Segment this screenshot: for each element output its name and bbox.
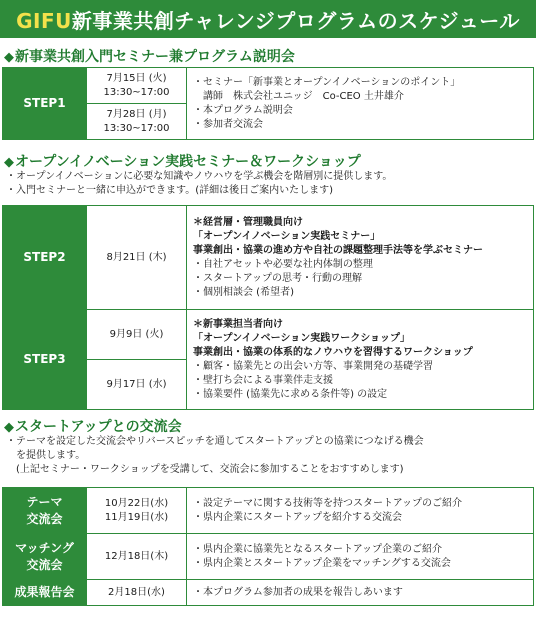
- row-date: 11月19日(水): [104, 511, 169, 523]
- row-desc-line: ・県内企業に協業先となるスタートアップ企業のご紹介: [193, 543, 442, 555]
- row-desc-line: ・本プログラム参加者の成果を報告しあいます: [193, 586, 403, 598]
- step1-date1-time: 13:30~17:00: [103, 86, 170, 98]
- section2-note-line: ・入門セミナーと一緒に申込ができます。(詳細は後日ご案内いたします): [6, 185, 334, 196]
- step3-theme: 事業創出・協業の体系的なノウハウを習得するワークショップ: [193, 346, 473, 358]
- section3-note-line: (上記セミナー・ワークショップを受講して、交流会に参加することをおすすめします): [6, 464, 404, 475]
- step1-label: STEP1: [3, 68, 87, 140]
- exchange-theme-label: [3, 488, 87, 534]
- step2-desc: [187, 206, 534, 310]
- diamond-icon: ◆: [4, 50, 14, 65]
- step1-desc: [187, 68, 534, 140]
- table-row: [3, 488, 534, 534]
- results-report-label: [3, 580, 87, 606]
- row-desc-line: ・県内企業とスタートアップ企業をマッチングする交流会: [193, 557, 451, 569]
- step1-desc-line: 講師 株式会社ユニッジ Co-CEO 土井雄介: [193, 90, 404, 102]
- step1-date2-day: 7月28日 (月): [106, 108, 167, 120]
- step3-item: ・壁打ち会による事業伴走支援: [193, 374, 333, 386]
- section3-note-line: ・テーマを設定した交流会やリバースピッチを通してスタートアップとの協業につなげる機会: [6, 436, 424, 447]
- step2-name: 「オープンイノベーション実践セミナー」: [193, 230, 381, 242]
- page-title: [16, 5, 520, 34]
- table-row: [3, 534, 534, 580]
- section2-heading-text: オープンイノベーション実践セミナー＆ワークショップ: [15, 154, 361, 170]
- results-report-desc: [187, 580, 534, 606]
- row-date: 10月22日(水): [104, 497, 169, 509]
- results-report-date: [87, 580, 187, 606]
- section3-heading: [4, 416, 182, 436]
- step1-date1: [87, 68, 187, 104]
- diamond-icon: ◆: [4, 155, 14, 170]
- section1-heading: [4, 46, 295, 66]
- step2-item: ・スタートアップの思考・行動の理解: [193, 272, 362, 284]
- step3-label: STEP3: [3, 310, 87, 410]
- step3-name: 「オープンイノベーション実践ワークショップ」: [193, 332, 410, 344]
- step1-date2-time: 13:30~17:00: [103, 122, 170, 134]
- row-label-line: テーマ: [26, 494, 63, 509]
- section3-heading-text: スタートアップとの交流会: [15, 419, 182, 435]
- step2-label: STEP2: [3, 206, 87, 310]
- row-desc-line: ・県内企業にスタートアップを紹介する交流会: [193, 511, 402, 523]
- row-label-line: 交流会: [26, 511, 63, 526]
- step3-desc: [187, 310, 534, 410]
- exchange-theme-desc: [187, 488, 534, 534]
- section2-table: [2, 205, 534, 410]
- section3-table: [2, 487, 534, 606]
- step3-date2: 9月17日 (水): [87, 360, 187, 410]
- row-desc-line: ・設定テーマに関する技術等を持つスタートアップのご紹介: [193, 497, 462, 509]
- step1-desc-line: ・セミナー「新事業とオープンイノベーションのポイント」: [193, 76, 461, 88]
- exchange-theme-dates: [87, 488, 187, 534]
- row-label-line: 交流会: [26, 557, 63, 572]
- step3-target: ＊新事業担当者向け: [193, 318, 283, 330]
- diamond-icon: ◆: [4, 420, 14, 435]
- step2-item: ・自社アセットや必要な社内体制の整理: [193, 258, 373, 270]
- step1-date2: [87, 104, 187, 140]
- row-date: 2月18日(水): [108, 586, 165, 598]
- matching-date: [87, 534, 187, 580]
- step3-item: ・協業要件 (協業先に求める条件等) の設定: [193, 388, 388, 400]
- section2-heading: [4, 151, 361, 171]
- step2-item: ・個別相談会 (希望者): [193, 286, 294, 298]
- title-main: 新事業共創チャレンジプログラムのスケジュール: [71, 8, 520, 33]
- step3-item: ・顧客・協業先との出会い方等、事業開発の基礎学習: [193, 360, 433, 372]
- step1-desc-line: ・参加者交流会: [193, 118, 263, 130]
- row-date: 12月18日(木): [104, 550, 169, 562]
- row-label-line: 成果報告会: [14, 585, 75, 599]
- step2-theme: 事業創出・協業の進め方や自社の課題整理手法等を学ぶセミナー: [193, 244, 483, 256]
- section3-notes: [6, 435, 424, 477]
- step1-date1-day: 7月15日 (火): [106, 72, 167, 84]
- section1-heading-text: 新事業共創入門セミナー兼プログラム説明会: [15, 49, 295, 65]
- matching-desc: [187, 534, 534, 580]
- step2-target: ＊経営層・管理職員向け: [193, 216, 303, 228]
- section1-table: [2, 67, 534, 140]
- step3-date1: 9月9日 (火): [87, 310, 187, 360]
- row-label-line: マッチング: [15, 540, 74, 555]
- title-prefix: GIFU: [16, 8, 72, 33]
- title-banner: [0, 0, 536, 38]
- step1-desc-line: ・本プログラム説明会: [193, 104, 293, 116]
- section3-note-line: を提供します。: [6, 450, 86, 461]
- section2-note-line: ・オープンイノベーションに必要な知識やノウハウを学ぶ機会を階層別に提供します。: [6, 171, 393, 182]
- matching-label: [3, 534, 87, 580]
- section2-notes: [6, 170, 392, 198]
- step2-date: 8月21日 (木): [87, 206, 187, 310]
- table-row: [3, 580, 534, 606]
